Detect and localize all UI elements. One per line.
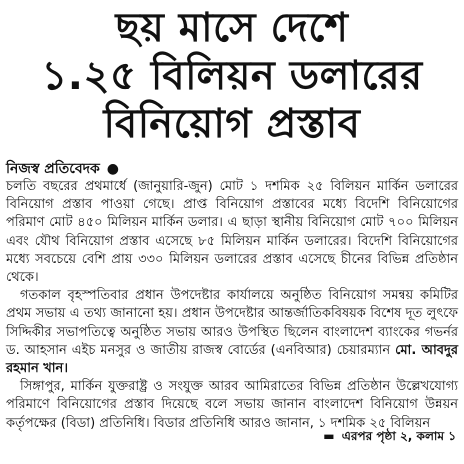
byline-text: নিজস্ব প্রতিবেদক <box>6 161 100 177</box>
continuation-marker-icon: ▬ <box>323 429 335 443</box>
continuation-text: এরপর পৃষ্ঠা ২, কলাম ১ <box>341 429 456 443</box>
paragraph-2 <box>6 287 458 378</box>
paragraph-1: চলতি বছরের প্রথমার্ধে (জানুয়ারি-জুন) মোট ১ দশমিক ২৫ বিলিয়ন মার্কিন ডলারের বিনিয়োগ প্রস্তাব পাওয়া গেছে। প্রাপ্ত বিনিয়োগ প্রস্তাবের মধ্যে বিদেশি বিনিয়োগের পরিমাণ মোট ৪৫০ মিলিয়ন মার্কিন ডলার। এ ছাড়া স্থানীয় বিনিয়োগ মোট ৭০০ মিলিয়ন এবং যৌথ বিনিয়োগ প্রস্তাব এসেছে ৮৫ মিলিয়ন মার্কিন ডলারের। বিদেশি বিনিয়োগের মধ্যে সবচেয়ে বেশি প্রায় ৩৩০ মিলিয়ন ডলারের প্রস্তাব এসেছে চীনের বিভিন্ন প্রতিষ্ঠান থেকে। <box>6 179 458 286</box>
headline-line-3: বিনিয়োগ প্রস্তাব <box>103 101 361 147</box>
paragraph-2-text: গতকাল বৃহস্পতিবার প্রধান উপদেষ্টার কার্যালয়ে অনুষ্ঠিত বিনিয়োগ সমন্বয় কমিটির প্রথম সভায় এ তথ্য জানানো হয়। প্রধান উপদেষ্টার আন্তর্জাতিকবিষয়ক বিশেষ দূত লুৎফে সিদ্দিকীর সভাপতিত্বে অনুষ্ঠিত সভায় আরও উপস্থিত ছিলেন বাংলাদেশ ব্যাংকের গভর্নর ড. আহসান এইচ মনসুর ও জাতীয় রাজস্ব বোর্ডের (এনবিআর) চেয়ারম্যান <box>6 288 458 358</box>
paragraph-2-bold-name: মো. আবদুর রহমান খান। <box>6 342 458 377</box>
headline <box>0 4 464 148</box>
byline-bullet-icon: ● <box>106 161 119 177</box>
byline <box>6 160 119 178</box>
paragraph-3: সিঙ্গাপুর, মার্কিন যুক্তরাষ্ট্র ও সংযুক্ত আরব আমিরাতের বিভিন্ন প্রতিষ্ঠান উল্লেখযোগ্য পরিমাণে বিনিয়োগের প্রস্তাব দিয়েছে বলে সভায় জানান বাংলাদেশ বিনিয়োগ উন্নয়ন কর্তৃপক্ষের (বিডা) প্রতিনিধি। বিডার প্রতিনিধি আরও জানান, ১ দশমিক ২৫ বিলিয়ন <box>6 379 458 431</box>
article-body <box>6 178 458 433</box>
continuation-note <box>323 428 456 448</box>
headline-line-2: ১.২৫ বিলিয়ন ডলারের <box>41 53 423 99</box>
headline-line-1: ছয় মাসে দেশে <box>115 5 349 51</box>
